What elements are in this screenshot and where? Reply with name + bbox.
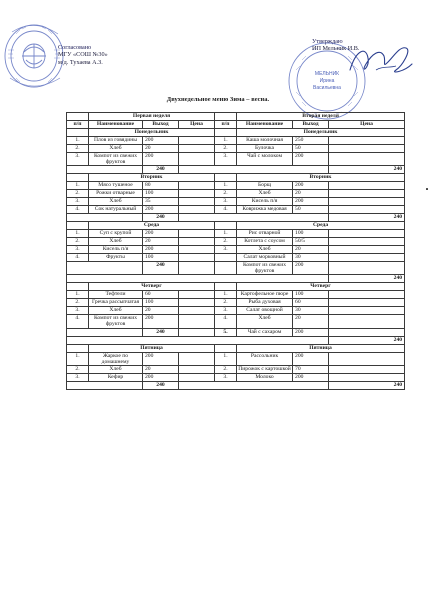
total-week1: 240 xyxy=(143,214,179,222)
col-name-w2: Наименование xyxy=(237,121,293,129)
total-week2: 240 xyxy=(329,166,405,174)
dish-price-week2 xyxy=(329,307,405,315)
day-header-row xyxy=(67,222,405,230)
dish-output-week2: 70 xyxy=(293,365,329,373)
item-number-week2: 1. xyxy=(215,291,237,299)
dish-price-week2 xyxy=(329,198,405,206)
dish-price-week2 xyxy=(329,238,405,246)
dish-price-week1 xyxy=(179,373,215,381)
day-label-week2: Понедельник xyxy=(237,129,405,137)
table-row xyxy=(67,182,405,190)
dish-price-week1 xyxy=(179,254,215,262)
dish-name-week1: Фрукты xyxy=(89,254,143,262)
table-header-columns xyxy=(67,121,405,129)
day-header-row xyxy=(67,283,405,291)
item-number-week2: 3. xyxy=(215,198,237,206)
item-number-week1: 3. xyxy=(67,198,89,206)
dish-name-week2: Молоко xyxy=(237,373,293,381)
dish-output-week2: 200 xyxy=(293,328,329,336)
dish-output-week1: 200 xyxy=(143,315,179,328)
stamp-text-line2: Ирина xyxy=(319,78,335,84)
item-number-week1: 2. xyxy=(67,238,89,246)
dish-name-week2: Рассольник xyxy=(237,352,293,365)
stamp-text-line1: МЕЛЬНИК xyxy=(314,71,340,77)
dish-name-week2: Кисель п/я xyxy=(237,198,293,206)
dish-name-week2: Хлеб xyxy=(237,190,293,198)
dish-price-week1 xyxy=(179,307,215,315)
dish-price-week1 xyxy=(179,137,215,145)
dish-price-week2 xyxy=(329,137,405,145)
subtotal-week1: 240 xyxy=(143,262,179,275)
item-number-week2: 2. xyxy=(215,365,237,373)
dish-name-week2: Хлеб xyxy=(237,315,293,328)
item-number-week2: 3. xyxy=(215,153,237,166)
dish-name-week1: Компот из свежих фруктов xyxy=(89,315,143,328)
item-number-week2: 2. xyxy=(215,190,237,198)
dish-price-week1 xyxy=(179,190,215,198)
dish-price-week1 xyxy=(179,246,215,254)
subtotal-week1: 240 xyxy=(143,328,179,336)
dish-price-week1 xyxy=(179,238,215,246)
col-output-w2: Выход xyxy=(293,121,329,129)
item-number-week1: 1. xyxy=(67,182,89,190)
table-row xyxy=(67,145,405,153)
item-number-week2: 1. xyxy=(215,230,237,238)
table-row xyxy=(67,299,405,307)
dish-output-week1: 35 xyxy=(143,198,179,206)
dish-name-week2: Чай с молоком xyxy=(237,153,293,166)
dish-output-week2: 50 xyxy=(293,145,329,153)
item-number-week2: 1. xyxy=(215,352,237,365)
table-row xyxy=(67,352,405,365)
dish-price-week2 xyxy=(329,373,405,381)
item-number-week1: 3. xyxy=(67,153,89,166)
dish-price-week1 xyxy=(179,291,215,299)
dish-price-week2 xyxy=(329,145,405,153)
dish-output-week1: 80 xyxy=(143,182,179,190)
dish-name-week2: Булочка xyxy=(237,145,293,153)
approval-left-line1: Согласовано xyxy=(58,44,92,51)
table-row xyxy=(67,254,405,262)
item-number-week1: 1. xyxy=(67,352,89,365)
dish-price-week1 xyxy=(179,206,215,214)
item-number-week2 xyxy=(215,254,237,262)
item-number-week1: 1. xyxy=(67,291,89,299)
dish-name-week1: Компот из свежих фруктов xyxy=(89,153,143,166)
total-week2: 240 xyxy=(329,336,405,344)
table-row xyxy=(67,153,405,166)
dish-output-week1: 20 xyxy=(143,307,179,315)
total-row xyxy=(67,336,405,344)
dish-name-week1: Жаркое по домашнему xyxy=(89,352,143,365)
approval-right-line2: ИП Мельник И.В. xyxy=(312,45,360,53)
table-row xyxy=(67,230,405,238)
dish-price-week1 xyxy=(179,315,215,328)
scan-speck xyxy=(426,188,428,190)
dish-output-week2: 200 xyxy=(293,198,329,206)
dish-name-week2: Рис отварной xyxy=(237,230,293,238)
table-row xyxy=(67,198,405,206)
dish-price-week1 xyxy=(179,352,215,365)
dish-name-week1: Хлеб xyxy=(89,238,143,246)
dish-name-week2: Рыба духовая xyxy=(237,299,293,307)
dish-name-week1: Рожки отварные xyxy=(89,190,143,198)
dish-output-week2: 200 xyxy=(293,262,329,275)
dish-name-week1: Тефтели xyxy=(89,291,143,299)
item-number-week1: 4. xyxy=(67,315,89,328)
dish-price-week2 xyxy=(329,190,405,198)
table-row xyxy=(67,315,405,328)
item-number-week1: 4. xyxy=(67,206,89,214)
dish-name-week1: Плов из говядины xyxy=(89,137,143,145)
day-label-week2: Пятница xyxy=(237,344,405,352)
dish-output-week2: 100 xyxy=(293,291,329,299)
dish-price-week2 xyxy=(329,315,405,328)
dish-name-week1: Кисель п/я xyxy=(89,246,143,254)
item-number-week1: 2. xyxy=(67,299,89,307)
dish-price-week1 xyxy=(179,365,215,373)
dish-price-week2 xyxy=(329,182,405,190)
dish-output-week1: 200 xyxy=(143,230,179,238)
dish-output-week1: 200 xyxy=(143,153,179,166)
dish-output-week2: 20 xyxy=(293,190,329,198)
dish-name-week1: Гречка рассыпчатая xyxy=(89,299,143,307)
table-row xyxy=(67,307,405,315)
dish-price-week1 xyxy=(179,198,215,206)
dish-output-week1: 100 xyxy=(143,299,179,307)
approval-block-left xyxy=(58,44,108,66)
item-number-week2: 5. xyxy=(215,328,237,336)
dish-name-week2: Салат морковный xyxy=(237,254,293,262)
dish-output-week2: 30 xyxy=(293,307,329,315)
total-week1: 240 xyxy=(143,166,179,174)
item-number-week1: 4. xyxy=(67,254,89,262)
dish-output-week2: 50 xyxy=(293,206,329,214)
dish-name-week1: Хлеб xyxy=(89,365,143,373)
document-title: Двухнедельное меню Зима – весна. xyxy=(166,96,270,103)
day-label-week1: Понедельник xyxy=(89,129,215,137)
dish-output-week1: 100 xyxy=(143,254,179,262)
table-row xyxy=(67,190,405,198)
item-number-week1: 3. xyxy=(67,373,89,381)
item-number-week1: 2. xyxy=(67,190,89,198)
item-number-week2: 4. xyxy=(215,315,237,328)
col-price-w2: Цена xyxy=(329,121,405,129)
day-header-row xyxy=(67,174,405,182)
approval-left-line3: м/д. Тухаева А.З. xyxy=(58,58,103,66)
dish-name-week2: Салат овощной xyxy=(237,307,293,315)
item-number-week2: 1. xyxy=(215,137,237,145)
dish-output-week2: 50/5 xyxy=(293,238,329,246)
day-label-week2: Вторник xyxy=(237,174,405,182)
dish-output-week2: 200 xyxy=(293,352,329,365)
dish-price-week2 xyxy=(329,230,405,238)
dish-name-week2: Коврижка медовая xyxy=(237,206,293,214)
total-week2: 240 xyxy=(329,381,405,389)
col-output-w1: Выход xyxy=(143,121,179,129)
approval-right-line1: Утверждаю xyxy=(312,38,343,45)
dish-output-week2: 60 xyxy=(293,299,329,307)
day-label-week1: Пятница xyxy=(89,344,215,352)
subtotal-row xyxy=(67,328,405,336)
total-week1: 240 xyxy=(143,381,179,389)
col-price-w1: Цена xyxy=(179,121,215,129)
col-num-w2: п/п xyxy=(215,121,237,129)
table-row xyxy=(67,137,405,145)
dish-output-week2: 250 xyxy=(293,137,329,145)
week1-header: Первая неделя xyxy=(89,113,215,121)
dish-name-week1: Хлеб xyxy=(89,307,143,315)
table-row xyxy=(67,365,405,373)
item-number-week1: 2. xyxy=(67,365,89,373)
dish-price-week1 xyxy=(179,153,215,166)
item-number-week2: 3. xyxy=(215,307,237,315)
dish-output-week2: 20 xyxy=(293,246,329,254)
total-week2: 240 xyxy=(329,275,405,283)
dish-name-week1: Сок натуральный xyxy=(89,206,143,214)
dish-output-week2: 200 xyxy=(293,182,329,190)
day-header-row xyxy=(67,344,405,352)
dish-price-week1 xyxy=(179,299,215,307)
approval-left-line2: МГУ «СОШ №30» xyxy=(58,51,108,59)
dish-name-week2: Котлета с соусом xyxy=(237,238,293,246)
item-number-week2 xyxy=(215,262,237,275)
day-label-week1: Вторник xyxy=(89,174,215,182)
dish-price-week1 xyxy=(179,230,215,238)
dish-price-week2 xyxy=(329,352,405,365)
item-number-week1: 3. xyxy=(67,307,89,315)
table-row xyxy=(67,206,405,214)
dish-price-week1 xyxy=(179,182,215,190)
item-number-week1: 2. xyxy=(67,145,89,153)
dish-name-week2: Борщ xyxy=(237,182,293,190)
dish-output-week1: 200 xyxy=(143,373,179,381)
table-header-weeks xyxy=(67,113,405,121)
day-label-week2: Четверг xyxy=(237,283,405,291)
dish-name-week1: Хлеб xyxy=(89,198,143,206)
col-name-w1: Наименование xyxy=(89,121,143,129)
day-header-row xyxy=(67,129,405,137)
dish-output-week1: 20 xyxy=(143,365,179,373)
dish-price-week2 xyxy=(329,246,405,254)
dish-price-week2 xyxy=(329,254,405,262)
dish-price-week2 xyxy=(329,206,405,214)
table-row xyxy=(67,246,405,254)
item-number-week2: 2. xyxy=(215,299,237,307)
dish-output-week1: 60 xyxy=(143,291,179,299)
dish-name-week2: Картофельное пюре xyxy=(237,291,293,299)
item-number-week2: 3. xyxy=(215,373,237,381)
stamp-text-line3: Васильевна xyxy=(313,85,341,91)
dish-output-week2: 20 xyxy=(293,315,329,328)
dish-output-week1: 200 xyxy=(143,246,179,254)
dish-output-week1: 100 xyxy=(143,190,179,198)
dish-name-week2: Чай с сахаром xyxy=(237,328,293,336)
item-number-week1: 1. xyxy=(67,230,89,238)
total-row xyxy=(67,166,405,174)
dish-price-week2 xyxy=(329,299,405,307)
col-num-w1: п/п xyxy=(67,121,89,129)
total-week2: 240 xyxy=(329,214,405,222)
dish-price-week1 xyxy=(179,145,215,153)
dish-name-week2: Каша молочная xyxy=(237,137,293,145)
dish-name-week1: Мясо тушеное xyxy=(89,182,143,190)
subtotal-row xyxy=(67,262,405,275)
week2-header: Вторая неделя xyxy=(237,113,405,121)
item-number-week2: 2. xyxy=(215,238,237,246)
dish-output-week1: 200 xyxy=(143,206,179,214)
table-row xyxy=(67,238,405,246)
dish-output-week1: 20 xyxy=(143,145,179,153)
dish-name-week2: Компот из свежих фруктов xyxy=(237,262,293,275)
menu-table xyxy=(66,112,405,390)
total-row xyxy=(67,214,405,222)
dish-output-week1: 20 xyxy=(143,238,179,246)
dish-name-week1: Хлеб xyxy=(89,145,143,153)
dish-output-week2: 200 xyxy=(293,373,329,381)
table-row xyxy=(67,291,405,299)
item-number-week1: 3. xyxy=(67,246,89,254)
dish-output-week2: 30 xyxy=(293,254,329,262)
table-row xyxy=(67,373,405,381)
approval-block-right xyxy=(312,38,359,53)
day-label-week1: Среда xyxy=(89,222,215,230)
item-number-week1: 1. xyxy=(67,137,89,145)
dish-output-week2: 200 xyxy=(293,153,329,166)
dish-output-week1: 200 xyxy=(143,137,179,145)
total-row xyxy=(67,381,405,389)
item-number-week2: 4. xyxy=(215,206,237,214)
dish-name-week1: Суп с крупой xyxy=(89,230,143,238)
dish-name-week2: Хлеб xyxy=(237,246,293,254)
item-number-week2: 3. xyxy=(215,246,237,254)
day-label-week1: Четверг xyxy=(89,283,215,291)
dish-price-week2 xyxy=(329,291,405,299)
dish-name-week2: Пирожок с картошкой xyxy=(238,365,291,372)
dish-price-week2 xyxy=(329,365,405,373)
dish-name-week1: Кефир xyxy=(89,373,143,381)
dish-output-week1: 200 xyxy=(143,352,179,365)
dish-output-week2: 100 xyxy=(293,230,329,238)
total-row xyxy=(67,275,405,283)
item-number-week2: 1. xyxy=(215,182,237,190)
item-number-week2: 2. xyxy=(215,145,237,153)
day-label-week2: Среда xyxy=(237,222,405,230)
dish-price-week2 xyxy=(329,153,405,166)
